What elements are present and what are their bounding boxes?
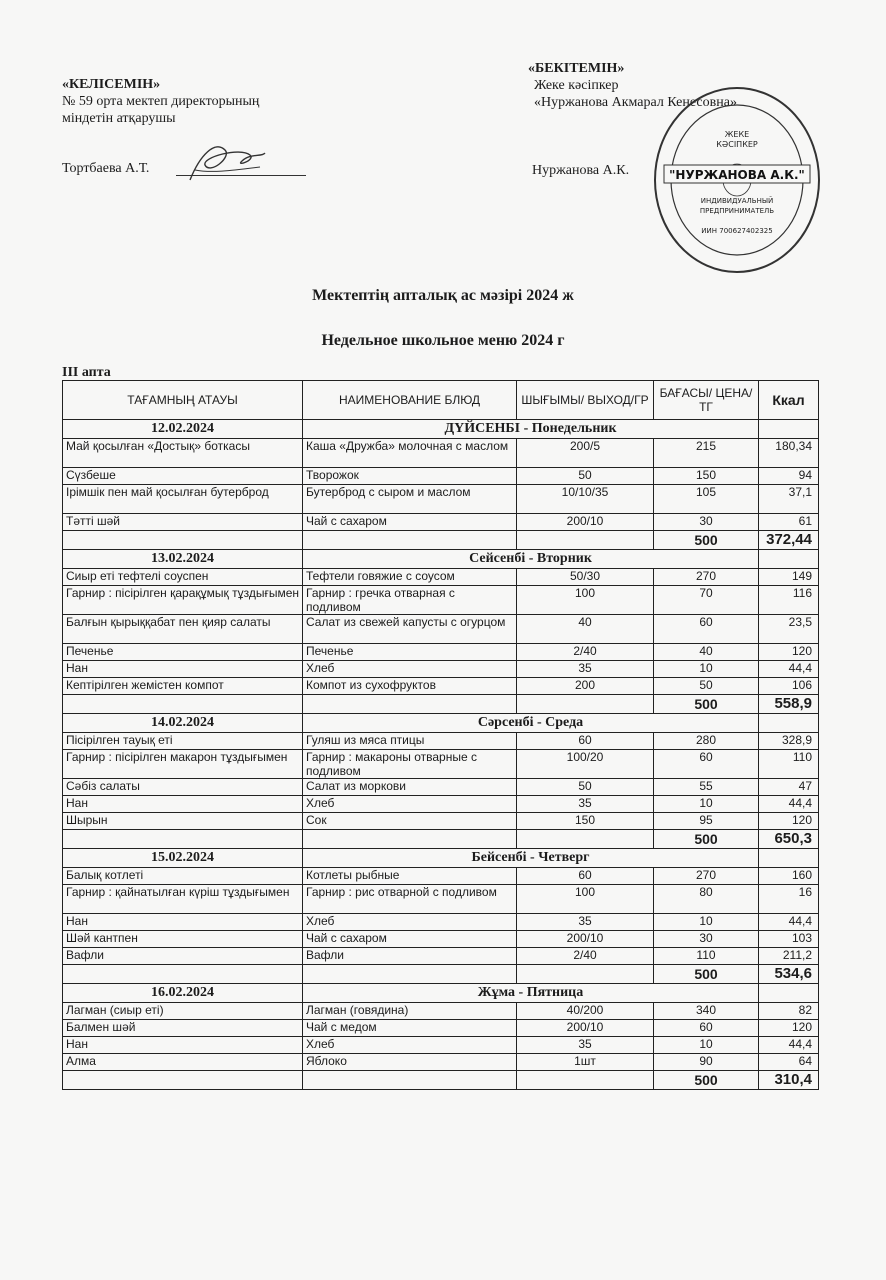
table-row [63, 1037, 819, 1054]
dish-kcal: 149 [759, 569, 819, 586]
dish-kz: Алма [63, 1054, 303, 1071]
dish-ru: Салат из моркови [303, 779, 517, 796]
day-name: Жұма - Пятница [303, 984, 759, 1003]
total-price: 500 [654, 695, 759, 714]
dish-kz: Печенье [63, 644, 303, 661]
dish-yield: 10/10/35 [517, 485, 654, 514]
day-name: Сейсенбі - Вторник [303, 550, 759, 569]
total-kcal: 534,6 [759, 965, 819, 984]
total-empty-cell [517, 1071, 654, 1090]
dish-price: 70 [654, 586, 759, 615]
official-stamp-icon [652, 85, 822, 275]
dish-yield: 1шт [517, 1054, 654, 1071]
total-empty-cell [517, 695, 654, 714]
dish-price: 55 [654, 779, 759, 796]
dish-price: 30 [654, 514, 759, 531]
dish-yield: 150 [517, 813, 654, 830]
total-empty-cell [303, 965, 517, 984]
total-empty-cell [517, 965, 654, 984]
dish-kcal: 106 [759, 678, 819, 695]
dish-price: 80 [654, 885, 759, 914]
dish-kz: Тәтті шәй [63, 514, 303, 531]
dish-yield: 100 [517, 586, 654, 615]
total-empty-cell [63, 531, 303, 550]
dish-kz: Балмен шәй [63, 1020, 303, 1037]
table-row [63, 644, 819, 661]
dish-kcal: 44,4 [759, 1037, 819, 1054]
week-label: III апта [62, 365, 111, 380]
total-empty-cell [63, 695, 303, 714]
total-row [63, 965, 819, 984]
dish-price: 30 [654, 931, 759, 948]
dish-kz: Балық котлеті [63, 868, 303, 885]
dish-price: 60 [654, 1020, 759, 1037]
left-signer: Тортбаева А.Т. [62, 161, 150, 176]
table-row [63, 661, 819, 678]
dish-ru: Яблоко [303, 1054, 517, 1071]
dish-kcal: 120 [759, 1020, 819, 1037]
dish-yield: 200 [517, 678, 654, 695]
approval-left [62, 76, 259, 127]
table-row [63, 678, 819, 695]
dish-kcal: 120 [759, 644, 819, 661]
day-name: Бейсенбі - Четверг [303, 849, 759, 868]
total-row [63, 695, 819, 714]
total-empty-cell [63, 830, 303, 849]
col-header-yield: ШЫҒЫМЫ/ ВЫХОД/ГР [517, 381, 654, 420]
total-kcal: 558,9 [759, 695, 819, 714]
day-date: 12.02.2024 [63, 420, 303, 439]
dish-price: 10 [654, 661, 759, 678]
col-header-ru: НАИМЕНОВАНИЕ БЛЮД [303, 381, 517, 420]
table-row [63, 813, 819, 830]
menu-table [62, 380, 819, 1090]
dish-kz: Нан [63, 914, 303, 931]
table-row [63, 569, 819, 586]
day-empty-cell [759, 550, 819, 569]
day-header-row [63, 714, 819, 733]
dish-yield: 35 [517, 1037, 654, 1054]
dish-ru: Каша «Дружба» молочная с маслом [303, 439, 517, 468]
dish-yield: 60 [517, 733, 654, 750]
col-header-kz: ТАҒАМНЫҢ АТАУЫ [63, 381, 303, 420]
dish-yield: 2/40 [517, 644, 654, 661]
total-empty-cell [303, 1071, 517, 1090]
dish-yield: 200/10 [517, 1020, 654, 1037]
dish-yield: 50/30 [517, 569, 654, 586]
total-empty-cell [63, 1071, 303, 1090]
dish-yield: 50 [517, 779, 654, 796]
dish-price: 95 [654, 813, 759, 830]
day-date: 15.02.2024 [63, 849, 303, 868]
dish-kcal: 110 [759, 750, 819, 779]
right-approval-title: «БЕКІТЕМІН» [528, 61, 625, 76]
dish-kcal: 44,4 [759, 914, 819, 931]
total-kcal: 372,44 [759, 531, 819, 550]
dish-kz: Сүзбеше [63, 468, 303, 485]
right-signer: Нуржанова А.К. [532, 163, 630, 178]
table-row [63, 796, 819, 813]
total-kcal: 310,4 [759, 1071, 819, 1090]
title-ru: Недельное школьное меню 2024 г [321, 332, 565, 349]
dish-kcal: 64 [759, 1054, 819, 1071]
col-header-price: БАҒАСЫ/ ЦЕНА/ТГ [654, 381, 759, 420]
day-header-row [63, 550, 819, 569]
dish-kz: Шәй кантпен [63, 931, 303, 948]
dish-yield: 100/20 [517, 750, 654, 779]
dish-kz: Сиыр еті тефтелі соуспен [63, 569, 303, 586]
dish-kz: Ірімшік пен май қосылған бутерброд [63, 485, 303, 514]
dish-kz: Гарнир : пісірілген қарақұмық тұздығымен [63, 586, 303, 615]
total-empty-cell [63, 965, 303, 984]
table-row [63, 1003, 819, 1020]
left-approval-line1: № 59 орта мектеп директорының [62, 94, 260, 109]
day-header-row [63, 420, 819, 439]
dish-ru: Гарнир : макароны отварные с подливом [303, 750, 517, 779]
dish-kz: Пісірілген тауық еті [63, 733, 303, 750]
dish-kz: Нан [63, 661, 303, 678]
dish-yield: 200/10 [517, 931, 654, 948]
dish-kz: Нан [63, 1037, 303, 1054]
dish-kcal: 160 [759, 868, 819, 885]
day-name: Сәрсенбі - Среда [303, 714, 759, 733]
dish-kcal: 16 [759, 885, 819, 914]
day-date: 14.02.2024 [63, 714, 303, 733]
dish-kz: Кептірілген жемістен компот [63, 678, 303, 695]
table-row [63, 948, 819, 965]
dish-ru: Тефтели говяжие с соусом [303, 569, 517, 586]
dish-ru: Творожок [303, 468, 517, 485]
dish-kz: Шырын [63, 813, 303, 830]
dish-kcal: 61 [759, 514, 819, 531]
menu-body [63, 420, 819, 1090]
dish-price: 105 [654, 485, 759, 514]
col-header-kcal: Ккал [759, 381, 819, 420]
dish-kcal: 328,9 [759, 733, 819, 750]
right-approval-line2: «Нуржанова Акмарал Кенесовна» [534, 95, 737, 110]
dish-kcal: 44,4 [759, 796, 819, 813]
day-empty-cell [759, 984, 819, 1003]
dish-kcal: 94 [759, 468, 819, 485]
dish-ru: Чай с сахаром [303, 931, 517, 948]
total-row [63, 531, 819, 550]
total-empty-cell [303, 830, 517, 849]
dish-kz: Вафли [63, 948, 303, 965]
dish-price: 280 [654, 733, 759, 750]
table-header-row [63, 381, 819, 420]
dish-price: 110 [654, 948, 759, 965]
table-row [63, 439, 819, 468]
day-date: 13.02.2024 [63, 550, 303, 569]
dish-price: 270 [654, 569, 759, 586]
dish-kcal: 82 [759, 1003, 819, 1020]
dish-price: 40 [654, 644, 759, 661]
total-empty-cell [517, 531, 654, 550]
table-row [63, 733, 819, 750]
table-row [63, 1020, 819, 1037]
total-price: 500 [654, 965, 759, 984]
dish-kz: Май қосылған «Достық» боткасы [63, 439, 303, 468]
dish-price: 10 [654, 796, 759, 813]
table-row [63, 868, 819, 885]
dish-ru: Салат из свежей капусты с огурцом [303, 615, 517, 644]
dish-yield: 200/10 [517, 514, 654, 531]
dish-kcal: 37,1 [759, 485, 819, 514]
dish-kz: Нан [63, 796, 303, 813]
dish-price: 270 [654, 868, 759, 885]
dish-ru: Хлеб [303, 661, 517, 678]
dish-price: 50 [654, 678, 759, 695]
dish-ru: Гуляш из мяса птицы [303, 733, 517, 750]
day-header-row [63, 984, 819, 1003]
dish-kcal: 116 [759, 586, 819, 615]
stamp-inn: ИИН 700627402325 [701, 227, 773, 235]
total-empty-cell [303, 695, 517, 714]
stamp-line-c: ИНДИВИДУАЛЬНЫЙ [700, 197, 774, 205]
dish-ru: Сок [303, 813, 517, 830]
stamp-line-b: КӘСІПКЕР [716, 140, 758, 149]
total-row [63, 1071, 819, 1090]
left-approval-title: «КЕЛІСЕМІН» [62, 77, 161, 92]
table-row [63, 514, 819, 531]
table-row [63, 586, 819, 615]
dish-ru: Хлеб [303, 1037, 517, 1054]
dish-yield: 35 [517, 914, 654, 931]
table-row [63, 485, 819, 514]
signature-icon [180, 135, 270, 195]
dish-price: 60 [654, 750, 759, 779]
dish-kcal: 44,4 [759, 661, 819, 678]
dish-ru: Котлеты рыбные [303, 868, 517, 885]
stamp-center-text: "НУРЖАНОВА А.К." [669, 168, 805, 182]
dish-price: 150 [654, 468, 759, 485]
day-date: 16.02.2024 [63, 984, 303, 1003]
day-empty-cell [759, 420, 819, 439]
table-row [63, 1054, 819, 1071]
dish-ru: Чай с медом [303, 1020, 517, 1037]
dish-price: 215 [654, 439, 759, 468]
table-row [63, 885, 819, 914]
total-empty-cell [303, 531, 517, 550]
stamp-line-d: ПРЕДПРИНИМАТЕЛЬ [699, 207, 775, 215]
dish-kcal: 47 [759, 779, 819, 796]
dish-ru: Бутерброд с сыром и маслом [303, 485, 517, 514]
dish-kz: Лагман (сиыр еті) [63, 1003, 303, 1020]
day-empty-cell [759, 849, 819, 868]
dish-ru: Вафли [303, 948, 517, 965]
dish-kcal: 211,2 [759, 948, 819, 965]
dish-ru: Хлеб [303, 914, 517, 931]
table-row [63, 914, 819, 931]
title-kz: Мектептің апталық ас мәзірі 2024 ж [312, 287, 574, 304]
dish-kz: Балғын қырыққабат пен қияр салаты [63, 615, 303, 644]
total-row [63, 830, 819, 849]
total-price: 500 [654, 830, 759, 849]
dish-yield: 60 [517, 868, 654, 885]
dish-yield: 35 [517, 661, 654, 678]
dish-yield: 100 [517, 885, 654, 914]
dish-ru: Гарнир : гречка отварная с подливом [303, 586, 517, 615]
dish-ru: Печенье [303, 644, 517, 661]
day-name: ДҮЙСЕНБІ - Понедельник [303, 420, 759, 439]
dish-kcal: 120 [759, 813, 819, 830]
dish-kz: Гарнир : қайнатылған күріш тұздығымен [63, 885, 303, 914]
dish-price: 60 [654, 615, 759, 644]
dish-price: 10 [654, 914, 759, 931]
dish-yield: 2/40 [517, 948, 654, 965]
dish-ru: Компот из сухофруктов [303, 678, 517, 695]
dish-kcal: 23,5 [759, 615, 819, 644]
dish-price: 90 [654, 1054, 759, 1071]
dish-ru: Хлеб [303, 796, 517, 813]
dish-kcal: 103 [759, 931, 819, 948]
table-row [63, 468, 819, 485]
dish-kz: Гарнир : пісірілген макарон тұздығымен [63, 750, 303, 779]
total-empty-cell [517, 830, 654, 849]
dish-ru: Чай с сахаром [303, 514, 517, 531]
total-price: 500 [654, 1071, 759, 1090]
table-row [63, 615, 819, 644]
left-approval-line2: міндетін атқарушы [62, 111, 176, 126]
table-row [63, 750, 819, 779]
dish-kcal: 180,34 [759, 439, 819, 468]
total-price: 500 [654, 531, 759, 550]
dish-kz: Сәбіз салаты [63, 779, 303, 796]
day-empty-cell [759, 714, 819, 733]
dish-price: 340 [654, 1003, 759, 1020]
table-row [63, 931, 819, 948]
dish-yield: 35 [517, 796, 654, 813]
dish-yield: 40/200 [517, 1003, 654, 1020]
dish-yield: 50 [517, 468, 654, 485]
day-header-row [63, 849, 819, 868]
dish-ru: Гарнир : рис отварной с подливом [303, 885, 517, 914]
stamp-line-a: ЖЕКЕ [724, 130, 750, 139]
table-row [63, 779, 819, 796]
dish-ru: Лагман (говядина) [303, 1003, 517, 1020]
dish-yield: 40 [517, 615, 654, 644]
dish-price: 10 [654, 1037, 759, 1054]
right-approval-line1: Жеке кәсіпкер [534, 78, 619, 93]
dish-yield: 200/5 [517, 439, 654, 468]
total-kcal: 650,3 [759, 830, 819, 849]
